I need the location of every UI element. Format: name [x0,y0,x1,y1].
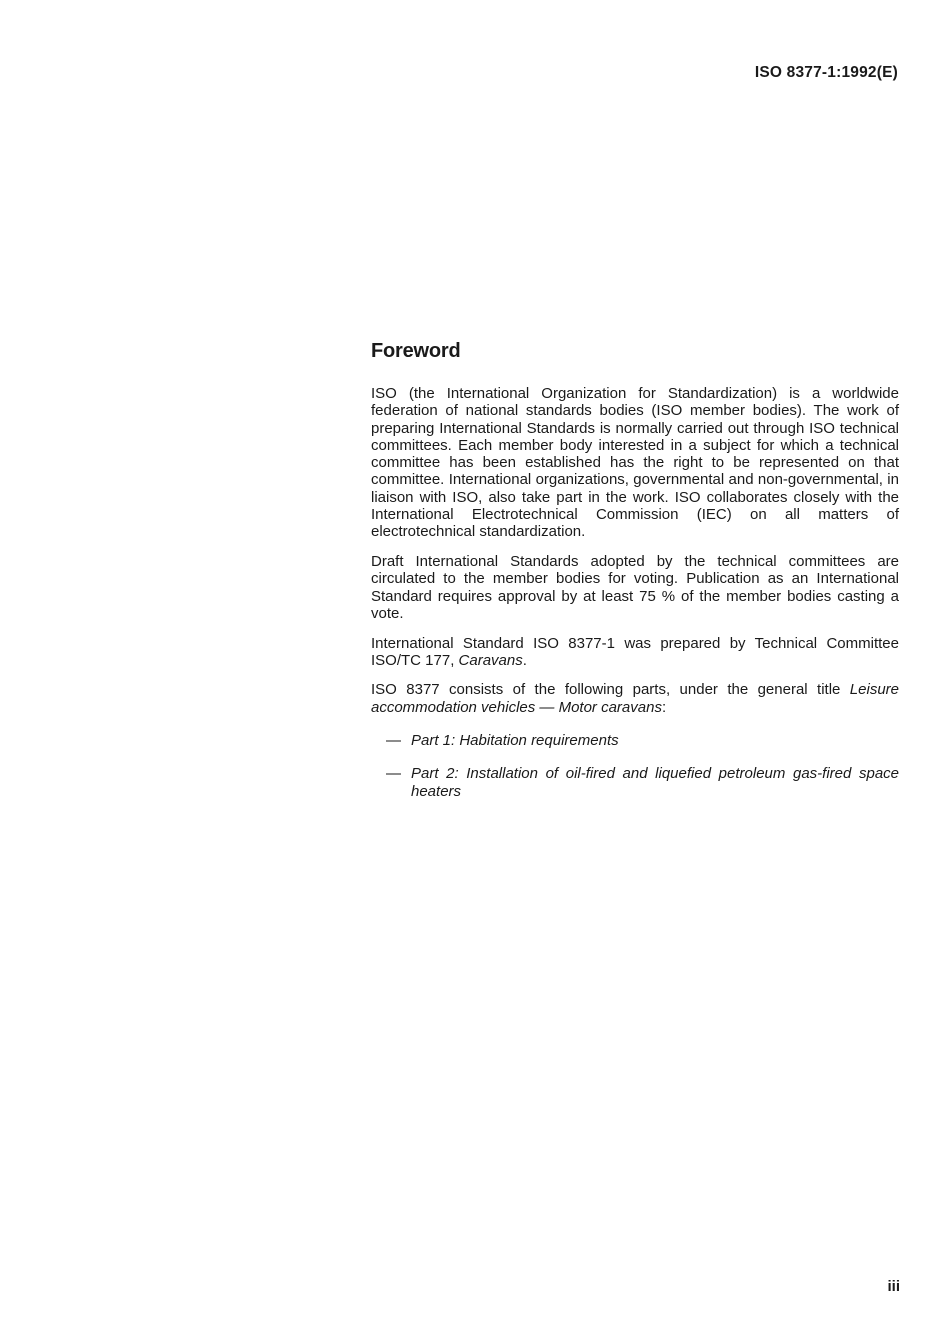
list-item [371,732,899,749]
part-1-label: Part 1: Habitation requirements [411,732,619,750]
list-dash: — [386,765,401,783]
prepared-end: . [522,652,527,670]
list-dash: — [386,732,401,750]
foreword-paragraph-drafts: Draft International Standards adopted by the technical committees are circulated to the member bodies for voting. Publication as an International Standard requires approval by at least 75 % of the member bodies casting a vote. [371,553,899,623]
general-title: Leisure accommodation vehicles — Motor caravans [371,681,899,716]
part-2-label: Part 2: Installation of oil-fired and liquefied petroleum gas-fired space heaters [411,765,899,800]
prepared-text: International Standard ISO 8377-1 was prepared by Technical Committee ISO/TC 177, [371,634,899,670]
foreword-paragraph-parts [371,681,899,716]
page-number: iii [887,1278,900,1295]
parts-intro-end: : [661,698,667,716]
parts-intro-text: ISO 8377 consists of the following parts, under the general title [371,681,850,699]
foreword-paragraph-prepared [371,635,899,670]
document-id: ISO 8377-1:1992(E) [754,64,898,81]
foreword-heading: Foreword [371,340,461,362]
list-item [371,765,899,800]
foreword-section [371,340,899,816]
parts-list [371,732,899,800]
committee-name: Caravans [458,652,523,670]
foreword-paragraph-iso: ISO (the International Organization for Standardization) is a worldwide federation of national standards bodies (ISO member bodies). The work of preparing International Standards is normally carried out through ISO technical committees. Each member body interested in a subject for which a technical committee has been established has the right to be represented on that committee. International organizations, governmental and non-governmental, in liaison with ISO, also take part in the work. ISO collaborates closely with the International Electrotechnical Commission (IEC) on all matters of electrotechnical standardization. [371,385,899,541]
